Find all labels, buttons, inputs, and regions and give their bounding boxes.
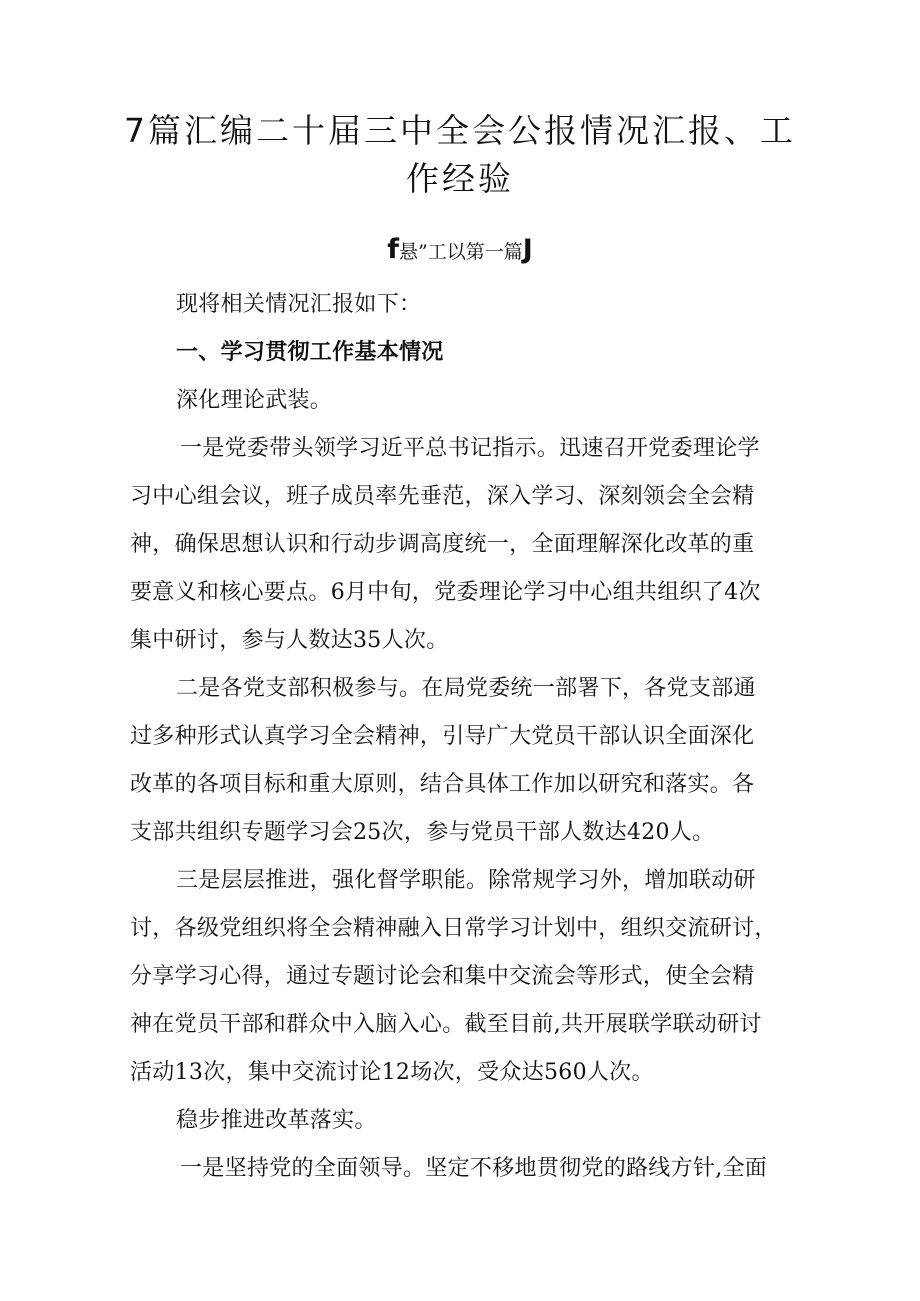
paragraph-line: 三是层层推进，强化督学职能。除常规学习外，增加联动研 <box>176 868 756 893</box>
paragraph-line: 要意义和核心要点。6月中旬，党委理论学习中心组共组织了4次 <box>130 580 761 605</box>
paragraph-line: 讨，各级党组织将全会精神融入日常学习计划中，组织交流研讨， <box>130 916 777 941</box>
paragraph-line: 集中研讨，参与人数达35人次。 <box>130 628 449 653</box>
subtitle-suffix: J <box>522 234 533 265</box>
subtitle-prefix: f <box>387 234 399 265</box>
paragraph-line: 一是党委带头领学习近平总书记指示。迅速召开党委理论学 <box>180 436 760 461</box>
paragraph-line: 改革的各项目标和重大原则，结合具体工作加以研究和落实。各 <box>130 772 755 797</box>
paragraph-line: 活动13次，集中交流讨论12场次，受众达560人次。 <box>130 1060 654 1085</box>
paragraph-line: 神在党员干部和群众中入脑入心。截至目前,共开展联学联动研讨 <box>130 1012 762 1037</box>
paragraph-line: 习中心组会议，班子成员率先垂范，深入学习、深刻领会全会精 <box>130 484 755 509</box>
subtitle-text: 悬”工以第一篇 <box>398 241 523 263</box>
section-heading: 一、学习贯彻工作基本情况 <box>176 340 444 365</box>
paragraph-line: 分享学习心得，通过专题讨论会和集中交流会等形式，使全会精 <box>130 964 755 989</box>
paragraph-line: 过多种形式认真学习全会精神，引导广大党员干部认识全面深化 <box>130 724 755 749</box>
document-title-line-2: 作经验 <box>406 159 514 198</box>
paragraph-line: 一是坚持党的全面领导。坚定不移地贯彻党的路线方针,全面 <box>180 1156 768 1181</box>
document-body <box>130 281 800 1193</box>
document-title-line-1: 7篇汇编二十届三中全会公报情况汇报、工 <box>124 111 796 150</box>
subsection-heading: 稳步推进改革落实。 <box>176 1108 377 1133</box>
subsection-heading: 深化理论武装。 <box>176 388 333 413</box>
section-subtitle <box>200 232 720 270</box>
paragraph-line: 二是各党支部积极参与。在局党委统一部署下，各党支部通 <box>176 676 756 701</box>
intro-line: 现将相关情况汇报如下： <box>176 292 422 317</box>
paragraph-line: 支部共组织专题学习会25次，参与党员干部人数达420人。 <box>130 820 715 845</box>
paragraph-line: 神，确保思想认识和行动步调高度统一，全面理解深化改革的重 <box>130 532 755 557</box>
